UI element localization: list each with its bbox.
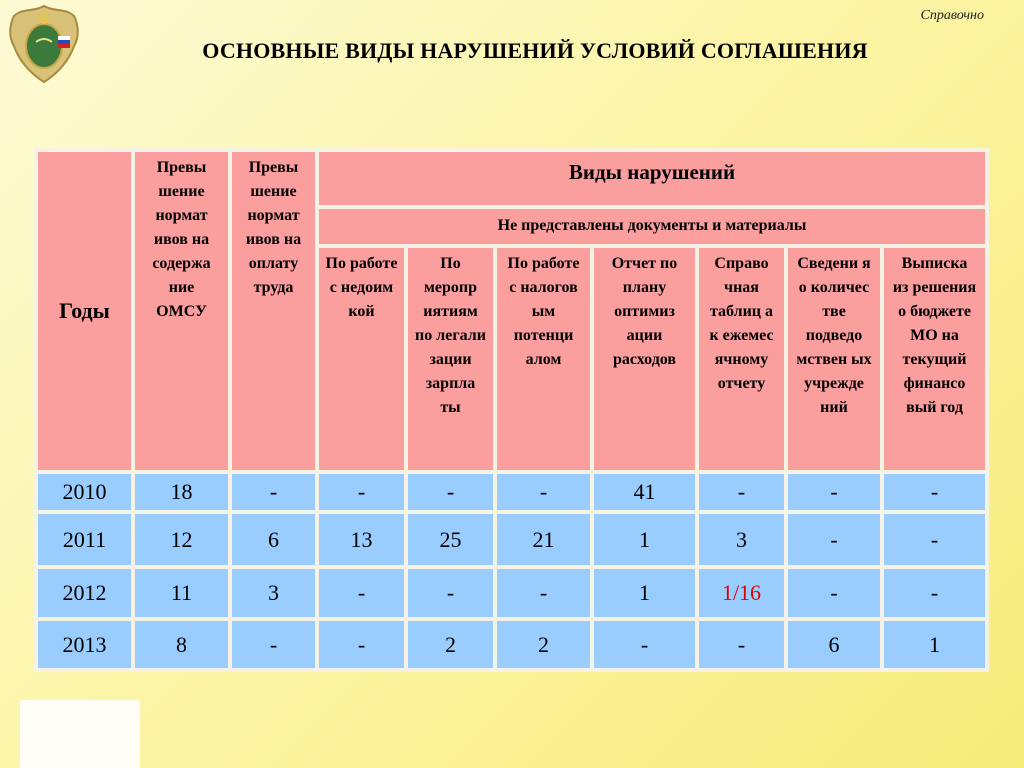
subheader-optimization-report: Отчет по плану оптимиз ации расходов [594,248,695,470]
table-cell: 1 [594,569,695,617]
table-cell: - [232,621,315,668]
table-cell: - [497,474,590,510]
table-cell: - [788,569,880,617]
year-cell: 2012 [38,569,131,617]
subheader-salary-legalization: По меропр иятиям по легали зации зарпла ты [408,248,493,470]
table-cell: 1 [594,514,695,565]
table-cell: - [884,514,985,565]
subheader-monthly-table: Справо чная таблиц а к ежемес ячному отчету [699,248,784,470]
table-cell: 6 [232,514,315,565]
header-admin-costs: Превы шение нормат ивов на содержа ние ОМСУ [135,152,228,470]
table-cell: - [788,474,880,510]
table-cell: - [319,474,404,510]
table-cell: 25 [408,514,493,565]
table-cell: - [884,474,985,510]
table-cell: 12 [135,514,228,565]
violations-table [34,148,989,672]
table-cell: - [699,474,784,510]
table-cell: - [497,569,590,617]
table-cell: 8 [135,621,228,668]
table-cell: 11 [135,569,228,617]
header-years: Годы [38,152,131,470]
table-cell: 3 [699,514,784,565]
blank-panel [20,700,140,768]
table-cell: - [699,621,784,668]
page-title: ОСНОВНЫЕ ВИДЫ НАРУШЕНИЙ УСЛОВИЙ СОГЛАШЕНИЯ [202,38,868,63]
header-salary-costs: Превы шение нормат ивов на оплату труда [232,152,315,470]
year-cell: 2010 [38,474,131,510]
table-cell: - [319,569,404,617]
table-cell: 2 [497,621,590,668]
table-cell: 3 [232,569,315,617]
table-cell: - [594,621,695,668]
year-cell: 2011 [38,514,131,565]
header-violation-types: Виды нарушений [319,152,985,205]
table-cell: 1 [884,621,985,668]
table-cell: - [408,569,493,617]
table-cell: - [788,514,880,565]
table-cell: 2 [408,621,493,668]
table-cell: 6 [788,621,880,668]
table-cell: - [408,474,493,510]
subheader-arrears: По работе с недоим кой [319,248,404,470]
table-cell: - [319,621,404,668]
highlighted-cell: 1/16 [699,569,784,617]
table-cell: 13 [319,514,404,565]
table-cell: 21 [497,514,590,565]
table-cell: 18 [135,474,228,510]
subheader-tax-potential: По работе с налогов ым потенци алом [497,248,590,470]
subheader-subordinate-count: Сведени я о количес тве подведо мствен ых учрежде ний [788,248,880,470]
subheader-budget-extract: Выписка из решения о бюджете МО на текущий финансо вый год [884,248,985,470]
table-cell: - [884,569,985,617]
year-cell: 2013 [38,621,131,668]
table-cell: 41 [594,474,695,510]
reference-note: Справочно [920,8,984,23]
table-cell: - [232,474,315,510]
header-missing-docs: Не представлены документы и материалы [319,209,985,244]
